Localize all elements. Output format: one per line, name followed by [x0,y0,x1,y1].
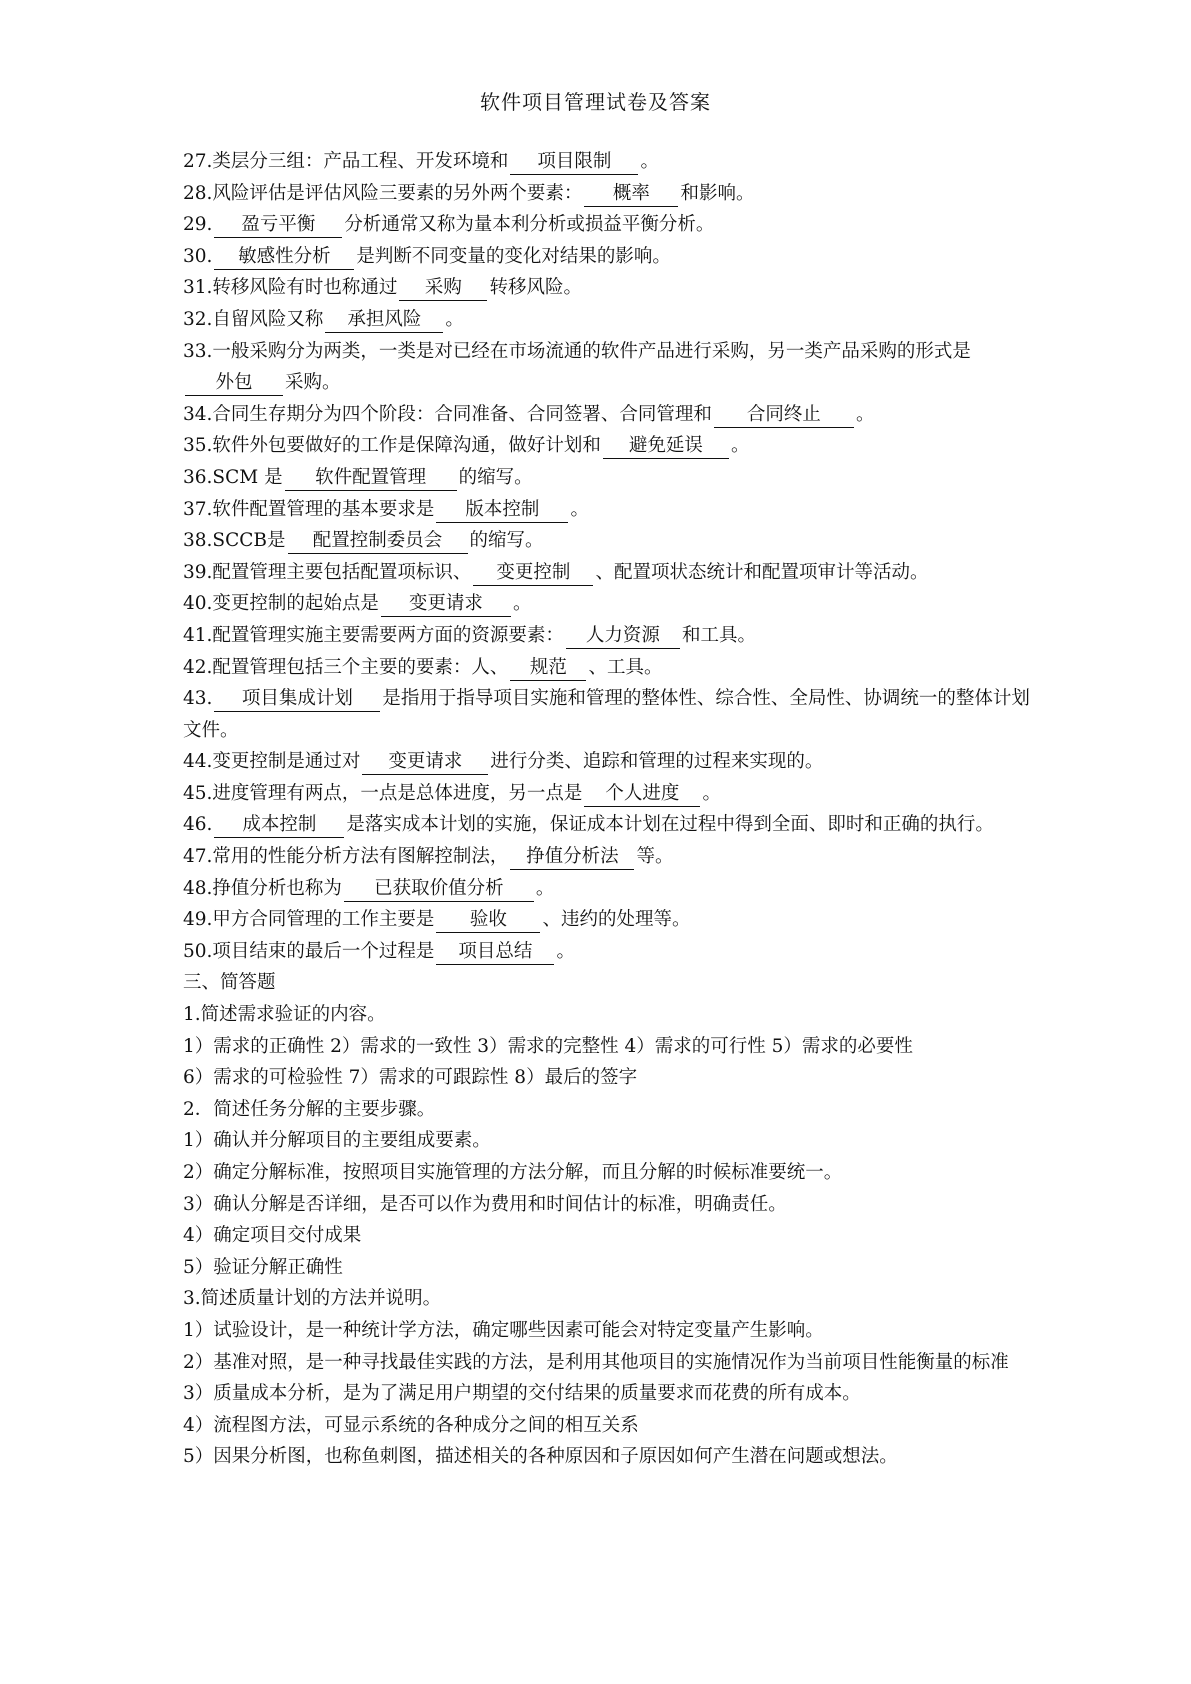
answer-blank: 盈亏平衡 [214,213,342,238]
question-item [183,462,1033,494]
answer-blank: 变更请求 [381,592,511,617]
question-text-tail: 和影响。 [680,182,755,204]
question-text: 36.SCM 是 [183,466,283,488]
question-text: 30. [183,245,213,267]
answer-line: 6）需求的可检验性 7）需求的可跟踪性 8）最后的签字 [183,1067,638,1089]
question-item [183,209,1033,241]
answer-blank: 避免延误 [603,434,729,459]
question-item [183,399,1033,431]
answer-blank: 软件配置管理 [285,466,457,491]
answer-line: 4）确定项目交付成果 [183,1225,362,1247]
answer-blank: 已获取价值分析 [344,877,534,902]
answer-line: 2）基准对照，是一种寻找最佳实践的方法，是利用其他项目的实施情况作为当前项目性能衡量的标准 [183,1351,1009,1373]
answer-blank: 项目集成计划 [214,687,380,712]
answer-line: 3）质量成本分析，是为了满足用户期望的交付结果的质量要求而花费的所有成本。 [183,1383,861,1405]
answer-blank: 敏感性分析 [214,245,354,270]
answer-blank: 成本控制 [214,813,344,838]
answer-line: 3）确认分解是否详细，是否可以作为费用和时间估计的标准，明确责任。 [183,1193,787,1215]
document-title: 软件项目管理试卷及答案 [480,90,711,114]
question-text-tail: 采购。 [285,372,341,394]
answer-line: 4）流程图方法，可显示系统的各种成分之间的相互关系 [183,1414,639,1436]
question-text-tail: 的缩写。 [469,530,544,552]
answer-blank: 挣值分析法 [510,845,634,870]
question-text: 27.类层分三组：产品工程、开发环境和 [183,151,509,172]
question-text: 41.配置管理实施主要需要两方面的资源要素： [183,624,564,646]
question-text-tail: 进行分类、追踪和管理的过程来实现的。 [490,751,824,773]
question-item [183,494,1033,526]
answer-blank: 规范 [510,656,586,681]
question-item [183,778,1033,810]
question-text-tail: 分析通常又称为量本利分析或损益平衡分析。 [344,214,715,236]
answer-line: 3.简述质量计划的方法并说明。 [183,1288,442,1310]
answer-line: 1）确认并分解项目的主要组成要素。 [183,1130,491,1152]
question-item [183,904,1033,936]
question-text: 42.配置管理包括三个主要的要素：人、 [183,656,509,678]
question-text-tail: 是判断不同变量的变化对结果的影响。 [356,245,671,267]
question-text: 46. [183,814,213,836]
short-answer-section [183,967,1033,1473]
answer-blank: 项目限制 [510,150,638,175]
question-item [183,525,1033,557]
question-text-tail: 。 [445,308,464,330]
question-text: 29. [183,214,213,236]
question-item [183,557,1033,589]
question-text: 31.转移风险有时也称通过 [183,277,398,299]
answer-blank: 变更控制 [473,561,593,586]
answer-blank: 个人进度 [584,782,700,807]
question-text-tail: 转移风险。 [489,277,582,299]
question-text: 44.变更控制是通过对 [183,751,361,773]
question-text: 50.项目结束的最后一个过程是 [183,940,435,962]
fill-in-section [183,146,1033,967]
answer-blank: 验收 [436,908,540,933]
question-text-tail: 、违约的处理等。 [542,909,691,931]
question-text-tail: 。 [702,782,721,804]
question-text-tail: 是指用于指导项目实施和管理的整体性、综合性、全局性、协调统一的整体计划文件。 [183,688,1030,741]
answer-line: 2）确定分解标准，按照项目实施管理的方法分解，而且分解的时候标准要统一。 [183,1162,843,1183]
question-text: 45.进度管理有两点，一点是总体进度，另一点是 [183,782,583,804]
question-text: 49.甲方合同管理的工作主要是 [183,909,435,931]
question-text: 37.软件配置管理的基本要求是 [183,498,435,520]
question-item [183,620,1033,652]
question-text-tail: 等。 [636,846,674,868]
question-text-tail: 。 [556,940,575,962]
question-text-tail: 、配置项状态统计和配置项审计等活动。 [595,561,929,583]
question-text-tail: 。 [535,877,555,899]
document-body [183,146,1033,1473]
answer-line: 1.简述需求验证的内容。 [183,1004,386,1026]
question-item [183,304,1033,336]
question-text: 33.一般采购分为两类，一类是对已经在市场流通的软件产品进行采购，另一类产品采购的形式是 [183,340,971,362]
question-text: 48.挣值分析也称为 [183,877,342,899]
answer-blank: 采购 [399,276,487,301]
answer-blank: 合同终止 [714,403,854,428]
question-item [183,873,1033,905]
answer-blank: 项目总结 [436,940,554,965]
question-text: 40.变更控制的起始点是 [183,593,379,615]
question-text: 43. [183,688,213,710]
section-heading: 三、简答题 [183,972,276,994]
question-item [183,683,1033,746]
answer-blank: 概率 [584,182,678,207]
question-item [183,841,1033,873]
question-text-tail: 和工具。 [681,624,756,646]
answer-blank: 变更请求 [362,750,488,775]
question-item [183,241,1033,273]
answer-line: 1）需求的正确性 2）需求的一致性 3）需求的完整性 4）需求的可行性 5）需求的必要性 [183,1035,913,1057]
answer-line: 1）试验设计，是一种统计学方法，确定哪些因素可能会对特定变量产生影响。 [183,1319,824,1341]
question-item [183,652,1033,684]
question-text-tail: 。 [855,403,875,425]
question-text-tail: 是落实成本计划的实施，保证成本计划在过程中得到全面、即时和正确的执行。 [346,814,994,836]
answer-blank: 承担风险 [325,308,443,333]
question-item [183,272,1033,304]
question-item [183,809,1033,841]
question-text-tail: 。 [640,151,659,172]
answer-blank: 版本控制 [436,498,568,523]
question-item [183,588,1033,620]
question-item [183,936,1033,968]
question-text-tail: 。 [730,435,750,457]
question-item [183,336,1033,399]
answer-blank: 外包 [185,371,283,396]
question-text: 35.软件外包要做好的工作是保障沟通，做好计划和 [183,435,601,457]
question-text-tail: 、工具。 [588,656,663,678]
question-text-tail: 。 [570,498,589,520]
answer-line: 2．简述任务分解的主要步骤。 [183,1098,436,1120]
question-item [183,430,1033,462]
question-item [183,146,1033,178]
question-item [183,746,1033,778]
question-text-tail: 的缩写。 [458,466,533,488]
question-text: 47.常用的性能分析方法有图解控制法， [183,846,509,868]
answer-line: 5）因果分析图，也称鱼刺图，描述相关的各种原因和子原因如何产生潜在问题或想法。 [183,1446,898,1468]
question-text-tail: 。 [512,593,532,615]
answer-blank: 配置控制委员会 [288,529,468,554]
question-text: 34.合同生存期分为四个阶段：合同准备、合同签署、合同管理和 [183,403,712,425]
answer-blank: 人力资源 [566,624,680,649]
question-text: 28.风险评估是评估风险三要素的另外两个要素： [183,182,583,204]
question-item [183,178,1033,210]
question-text: 32.自留风险又称 [183,308,324,330]
question-text: 39.配置管理主要包括配置项标识、 [183,561,472,583]
answer-line: 5）验证分解正确性 [183,1256,343,1278]
question-text: 38.SCCB是 [183,530,286,552]
